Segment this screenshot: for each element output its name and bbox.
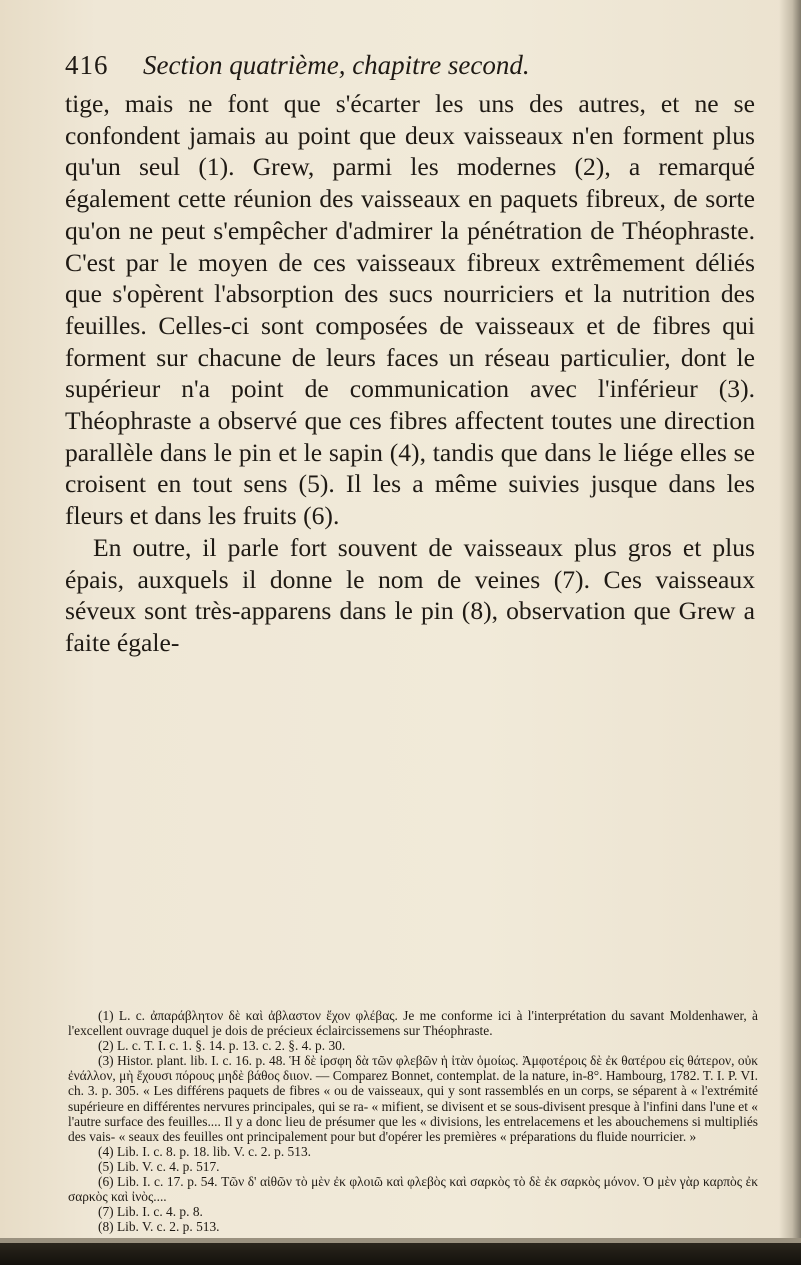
footnote-8: (8) Lib. V. c. 2. p. 513. bbox=[98, 1219, 220, 1235]
main-text bbox=[65, 88, 755, 659]
page-bottom-edge bbox=[0, 1243, 801, 1265]
footnote-2: (2) L. c. T. I. c. 1. §. 14. p. 13. c. 2. §. 4. p. 30. bbox=[98, 1038, 346, 1054]
footnotes bbox=[68, 1008, 758, 1234]
footnote-4: (4) Lib. I. c. 8. p. 18. lib. V. c. 2. p. 513. bbox=[98, 1143, 311, 1159]
paragraph: En outre, il parle fort souvent de vaisseaux plus gros et plus épais, auxquels il donne le nom de veines (7). Ces vaisseaux séveux sont très-apparens dans le pin (8), observation que Grew a faite égale- bbox=[65, 532, 755, 657]
footnote-3: (3) Histor. plant. lib. I. c. 16. p. 48. Ἡ δὲ ἰρσφη δὰ τῶν φλεβῶν ἡ ἰτὰν ὁμοίως. Ἀμφοτέροις δὲ ἐκ θατέρου εἰς θάτερον, οὐκ ἐνάλλον, μὴ ἔχουσι πόρους μηδὲ βάθος διιον. — Comparez Bonnet, contemplat. de la nature, in-8°. Hambourg, 1782. T. I. P. VI. ch. 3. p. 305. « Les différens paquets de fibres « ou de vaisseaux, qui y sont rassemblés en un corps, se séparent à « l'extrémité supérieure en différentes nervures principales, qui se ra- « mifient, se divisent et se sous-divisent presque à l'infini dans l'une et « l'autre surface des feuilles.... Il y a donc lieu de présumer que les « divisions, les entrelacemens et les abouchemens si multipliés des vais- « seaux des feuilles ont principalement pour but d'opérer les premières « préparations du fluide nourricier. » bbox=[68, 1053, 758, 1144]
page-gutter-shadow bbox=[779, 0, 801, 1265]
paragraph: tige, mais ne font que s'écarter les uns des autres, et ne se confondent jamais au point que deux vaisseaux n'en forment plus qu'un seul (1). Grew, parmi les modernes (2), a remarqué également cette réunion des vaisseaux en paquets fibreux, de sorte qu'on ne peut s'empêcher d'admirer la pénétration de Théophraste. C'est par le moyen de ces vaisseaux fibreux extrêmement déliés que s'opèrent l'absorption des sucs nourriciers et la nutrition des feuilles. Celles-ci sont composées de vaisseaux et de fibres qui forment sur chacune de leurs faces un réseau particulier, dont le supérieur n'a point de communication avec l'inférieur (3). Théophraste a observé que ces fibres affectent toutes une direction parallèle dans le pin et le sapin (4), tandis que dans le liége elles se croisent en tout sens (5). Il les a même suivies jusque dans les fleurs et dans les fruits (6). bbox=[65, 89, 755, 531]
page-number: 416 bbox=[65, 50, 109, 80]
running-head: Section quatrième, chapitre second. bbox=[143, 50, 530, 80]
footnote-7: (7) Lib. I. c. 4. p. 8. bbox=[98, 1204, 203, 1220]
footnote-1: (1) L. c. ἀπαράβλητον δὲ καὶ ἀβλαστον ἔχον φλέβας. Je me conforme ici à l'interprétation du savant Moldenhawer, à l'excellent ouvrage duquel je dois de précieux éclaircissemens sur Théophraste. bbox=[68, 1008, 758, 1039]
page-header bbox=[65, 50, 755, 90]
footnote-5: (5) Lib. V. c. 4. p. 517. bbox=[98, 1158, 220, 1174]
footnote-6: (6) Lib. I. c. 17. p. 54. Τῶν δ' αἰθῶν τὸ μὲν ἐκ φλοιῶ καὶ φλεβὸς καὶ σαρκὸς τὸ δὲ ἐκ σαρκὸς μόνον. Ὁ μὲν γὰρ καρπὸς ἐκ σαρκὸς καὶ ἰνὸς.... bbox=[68, 1174, 758, 1205]
